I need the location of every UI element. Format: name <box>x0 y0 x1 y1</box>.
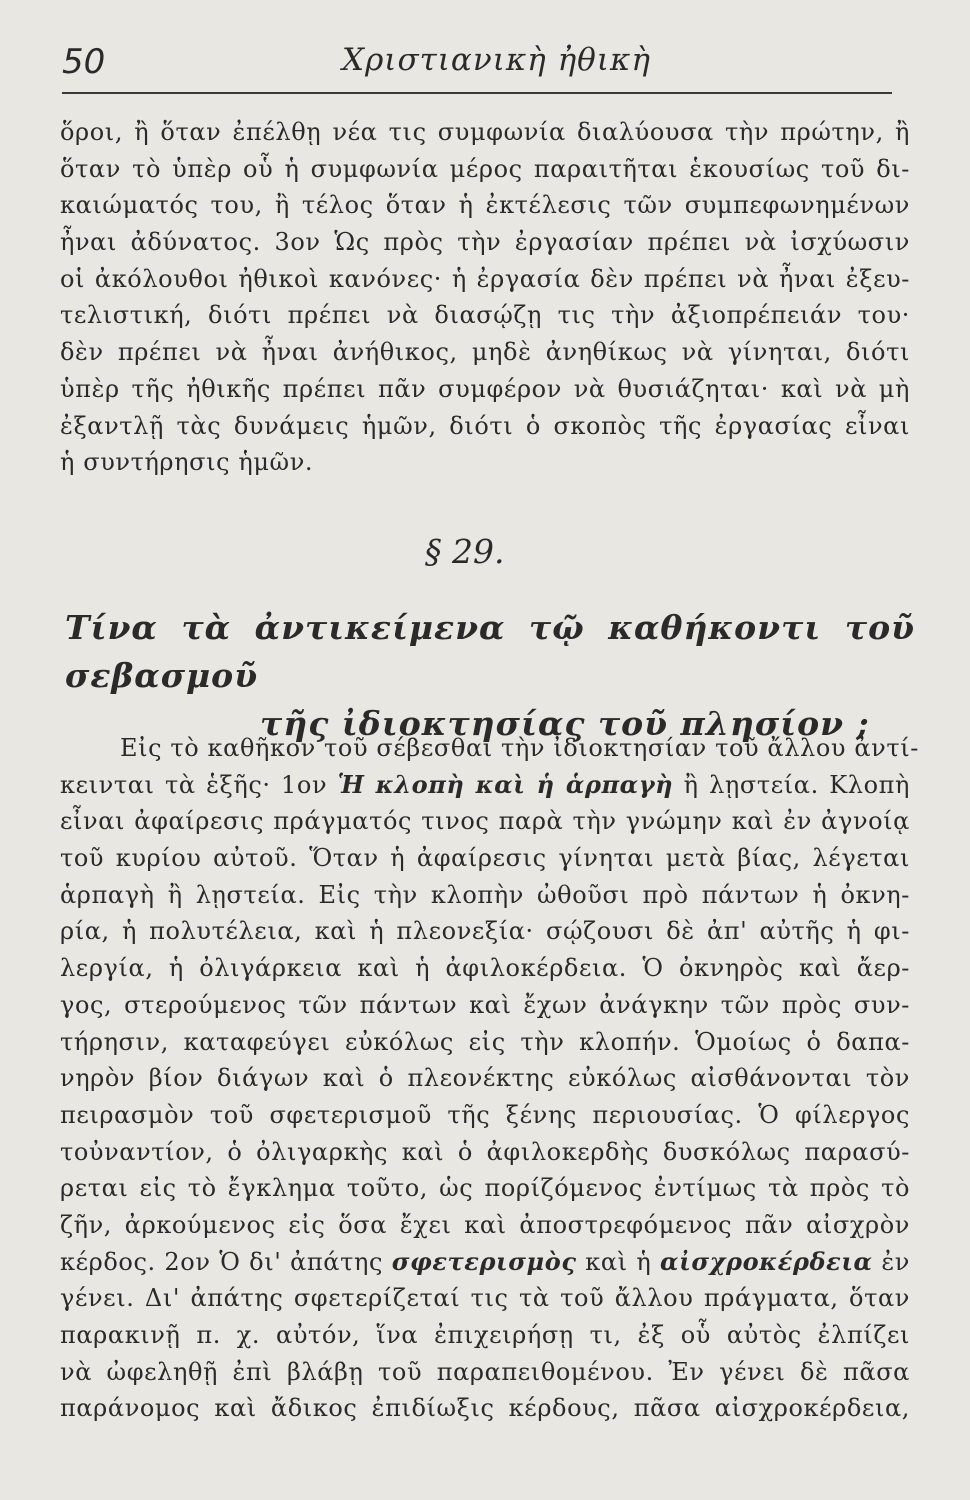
text-line: ἡ συντήρησις ἡμῶν. <box>60 448 314 477</box>
text-line <box>60 1244 910 1281</box>
text-line: παράνομος καὶ ἄδικος ἐπιδίωξις κέρδους, πᾶσα αἰσχροκέρδεια, <box>60 1394 910 1423</box>
text-line: οἱ ἀκόλουθοι ἠθικοὶ κανόνες· ἡ ἐργασία δὲν πρέπει νὰ ἦναι ἐξευ- <box>60 264 910 293</box>
text-line: ἦναι ἀδύνατος. 3ον Ὡς πρὸς τὴν ἐργασίαν πρέπει νὰ ἰσχύωσιν <box>60 228 910 257</box>
text-line: τελιστική, διότι πρέπει νὰ διασῴζῃ τις τὴν ἀξιοπρέπειάν του· <box>60 301 910 330</box>
running-head <box>62 36 902 88</box>
question-line: τῆς ἰδιοκτησίας τοῦ πλησίον ; <box>260 704 870 743</box>
text-line: τοὐναντίον, ὁ ὀλιγαρκὴς καὶ ὁ ἀφιλοκερδὴς δυσκόλως παρασύ- <box>60 1137 910 1166</box>
question-line: Τίνα τὰ ἀντικείμενα τῷ καθήκοντι τοῦ σεβασμοῦ <box>65 608 915 695</box>
text-line: γένει. Δι' ἀπάτης σφετερίζεταί τις τὰ τοῦ ἄλλου πράγματα, ὅταν <box>60 1284 910 1313</box>
text-line: καιώματός του, ἢ τέλος ὅταν ἡ ἐκτέλεσις τῶν συμπεφωνημένων <box>60 191 910 220</box>
text-line <box>60 767 910 804</box>
text-line: λεργία, ἡ ὀλιγάρκεια καὶ ἡ ἀφιλοκέρδεια. Ὁ ὀκνηρὸς καὶ ἄερ- <box>60 954 910 983</box>
text-run: ἐν <box>872 1247 910 1276</box>
text-line: παρακινῇ π. χ. αὐτόν, ἵνα ἐπιχειρήσῃ τι, ἐξ οὗ αὐτὸς ἐλπίζει <box>60 1321 910 1349</box>
emphasis-term: σφετερισμὸς <box>391 1246 577 1276</box>
text-line: ρία, ἡ πολυτέλεια, καὶ ἡ πλεονεξία· σῴζουσι δὲ ἀπ' αὐτῆς ἡ φι- <box>60 917 910 946</box>
text-line: εἶναι ἀφαίρεσις πράγματός τινος παρὰ τὴν γνώμην καὶ ἐν ἀγνοίᾳ <box>60 807 910 836</box>
top-paragraph <box>60 114 910 481</box>
emphasis-term: αἰσχροκέρδεια <box>660 1246 873 1276</box>
text-line: ρεται εἰς τὸ ἔγκλημα τοῦτο, ὡς πορίζόμενος ἐντίμως τὰ πρὸς τὸ <box>60 1174 910 1203</box>
header-rule <box>62 92 892 94</box>
text-run: καὶ ἡ <box>576 1247 661 1276</box>
main-paragraph <box>60 730 919 1427</box>
page-number: 50 <box>62 42 106 82</box>
text-line: δὲν πρέπει νὰ ἦναι ἀνήθικος, μηδὲ ἀνηθίκως νὰ γίνηται, διότι <box>60 338 910 367</box>
text-run: κεινται τὰ ἑξῆς· 1ον <box>60 770 338 799</box>
text-line: τοῦ κυρίου αὐτοῦ. Ὅταν ἡ ἀφαίρεσις γίνηται μετὰ βίας, λέγεται <box>60 844 910 873</box>
text-run: κέρδος. 2ον Ὁ δι' ἀπάτης <box>60 1247 392 1276</box>
section-number: § 29. <box>425 532 505 571</box>
text-line: ζῆν, ἀρκούμενος εἰς ὅσα ἔχει καὶ ἀποστρεφόμενος πᾶν αἰσχρὸν <box>60 1210 910 1239</box>
text-line: τήρησιν, καταφεύγει εὐκόλως εἰς τὴν κλοπήν. Ὁμοίως ὁ δαπα- <box>60 1027 910 1056</box>
text-line: ἁρπαγὴ ἢ λῃστεία. Εἰς τὴν κλοπὴν ὠθοῦσι πρὸ πάντων ἡ ὀκνη- <box>60 880 910 909</box>
emphasis-term: Ἡ κλοπὴ καὶ ἡ ἁρπαγὴ <box>337 769 674 799</box>
text-line: νὰ ὠφεληθῇ ἐπὶ βλάβῃ τοῦ παραπειθομένου. Ἐν γένει δὲ πᾶσα <box>60 1357 910 1386</box>
text-line: πειρασμὸν τοῦ σφετερισμοῦ τῆς ξένης περιουσίας. Ὁ φίλεργος <box>60 1100 910 1129</box>
text-line: γος, στερούμενος τῶν πάντων καὶ ἔχων ἀνάγκην τῶν πρὸς συν- <box>60 990 910 1019</box>
section-question-heading <box>65 604 915 748</box>
text-line: ὑπὲρ τῆς ἠθικῆς πρέπει πᾶν συμφέρον νὰ θυσιάζηται· καὶ νὰ μὴ <box>60 374 910 403</box>
running-title: Χριστιανικὴ ἠθικὴ <box>342 42 651 78</box>
text-line: ὅταν τὸ ὑπὲρ οὗ ἡ συμφωνία μέρος παραιτῆται ἑκουσίως τοῦ δι- <box>60 154 910 183</box>
text-line: νηρὸν βίον διάγων καὶ ὁ πλεονέκτης εὐκόλως αἰσθάνονται τὸν <box>60 1064 910 1093</box>
text-run: ἢ λῃστεία. Κλοπὴ <box>673 770 910 799</box>
text-line: ὅροι, ἢ ὅταν ἐπέλθῃ νέα τις συμφωνία διαλύουσα τὴν πρώτην, ἢ <box>60 118 910 146</box>
text-line: ἐξαντλῇ τὰς δυνάμεις ἡμῶν, διότι ὁ σκοπὸς τῆς ἐργασίας εἶναι <box>60 411 910 440</box>
text-line: Εἰς τὸ καθῆκον τοῦ σέβεσθαι τὴν ἰδιοκτησίαν τοῦ ἄλλου ἀντί- <box>120 734 919 762</box>
